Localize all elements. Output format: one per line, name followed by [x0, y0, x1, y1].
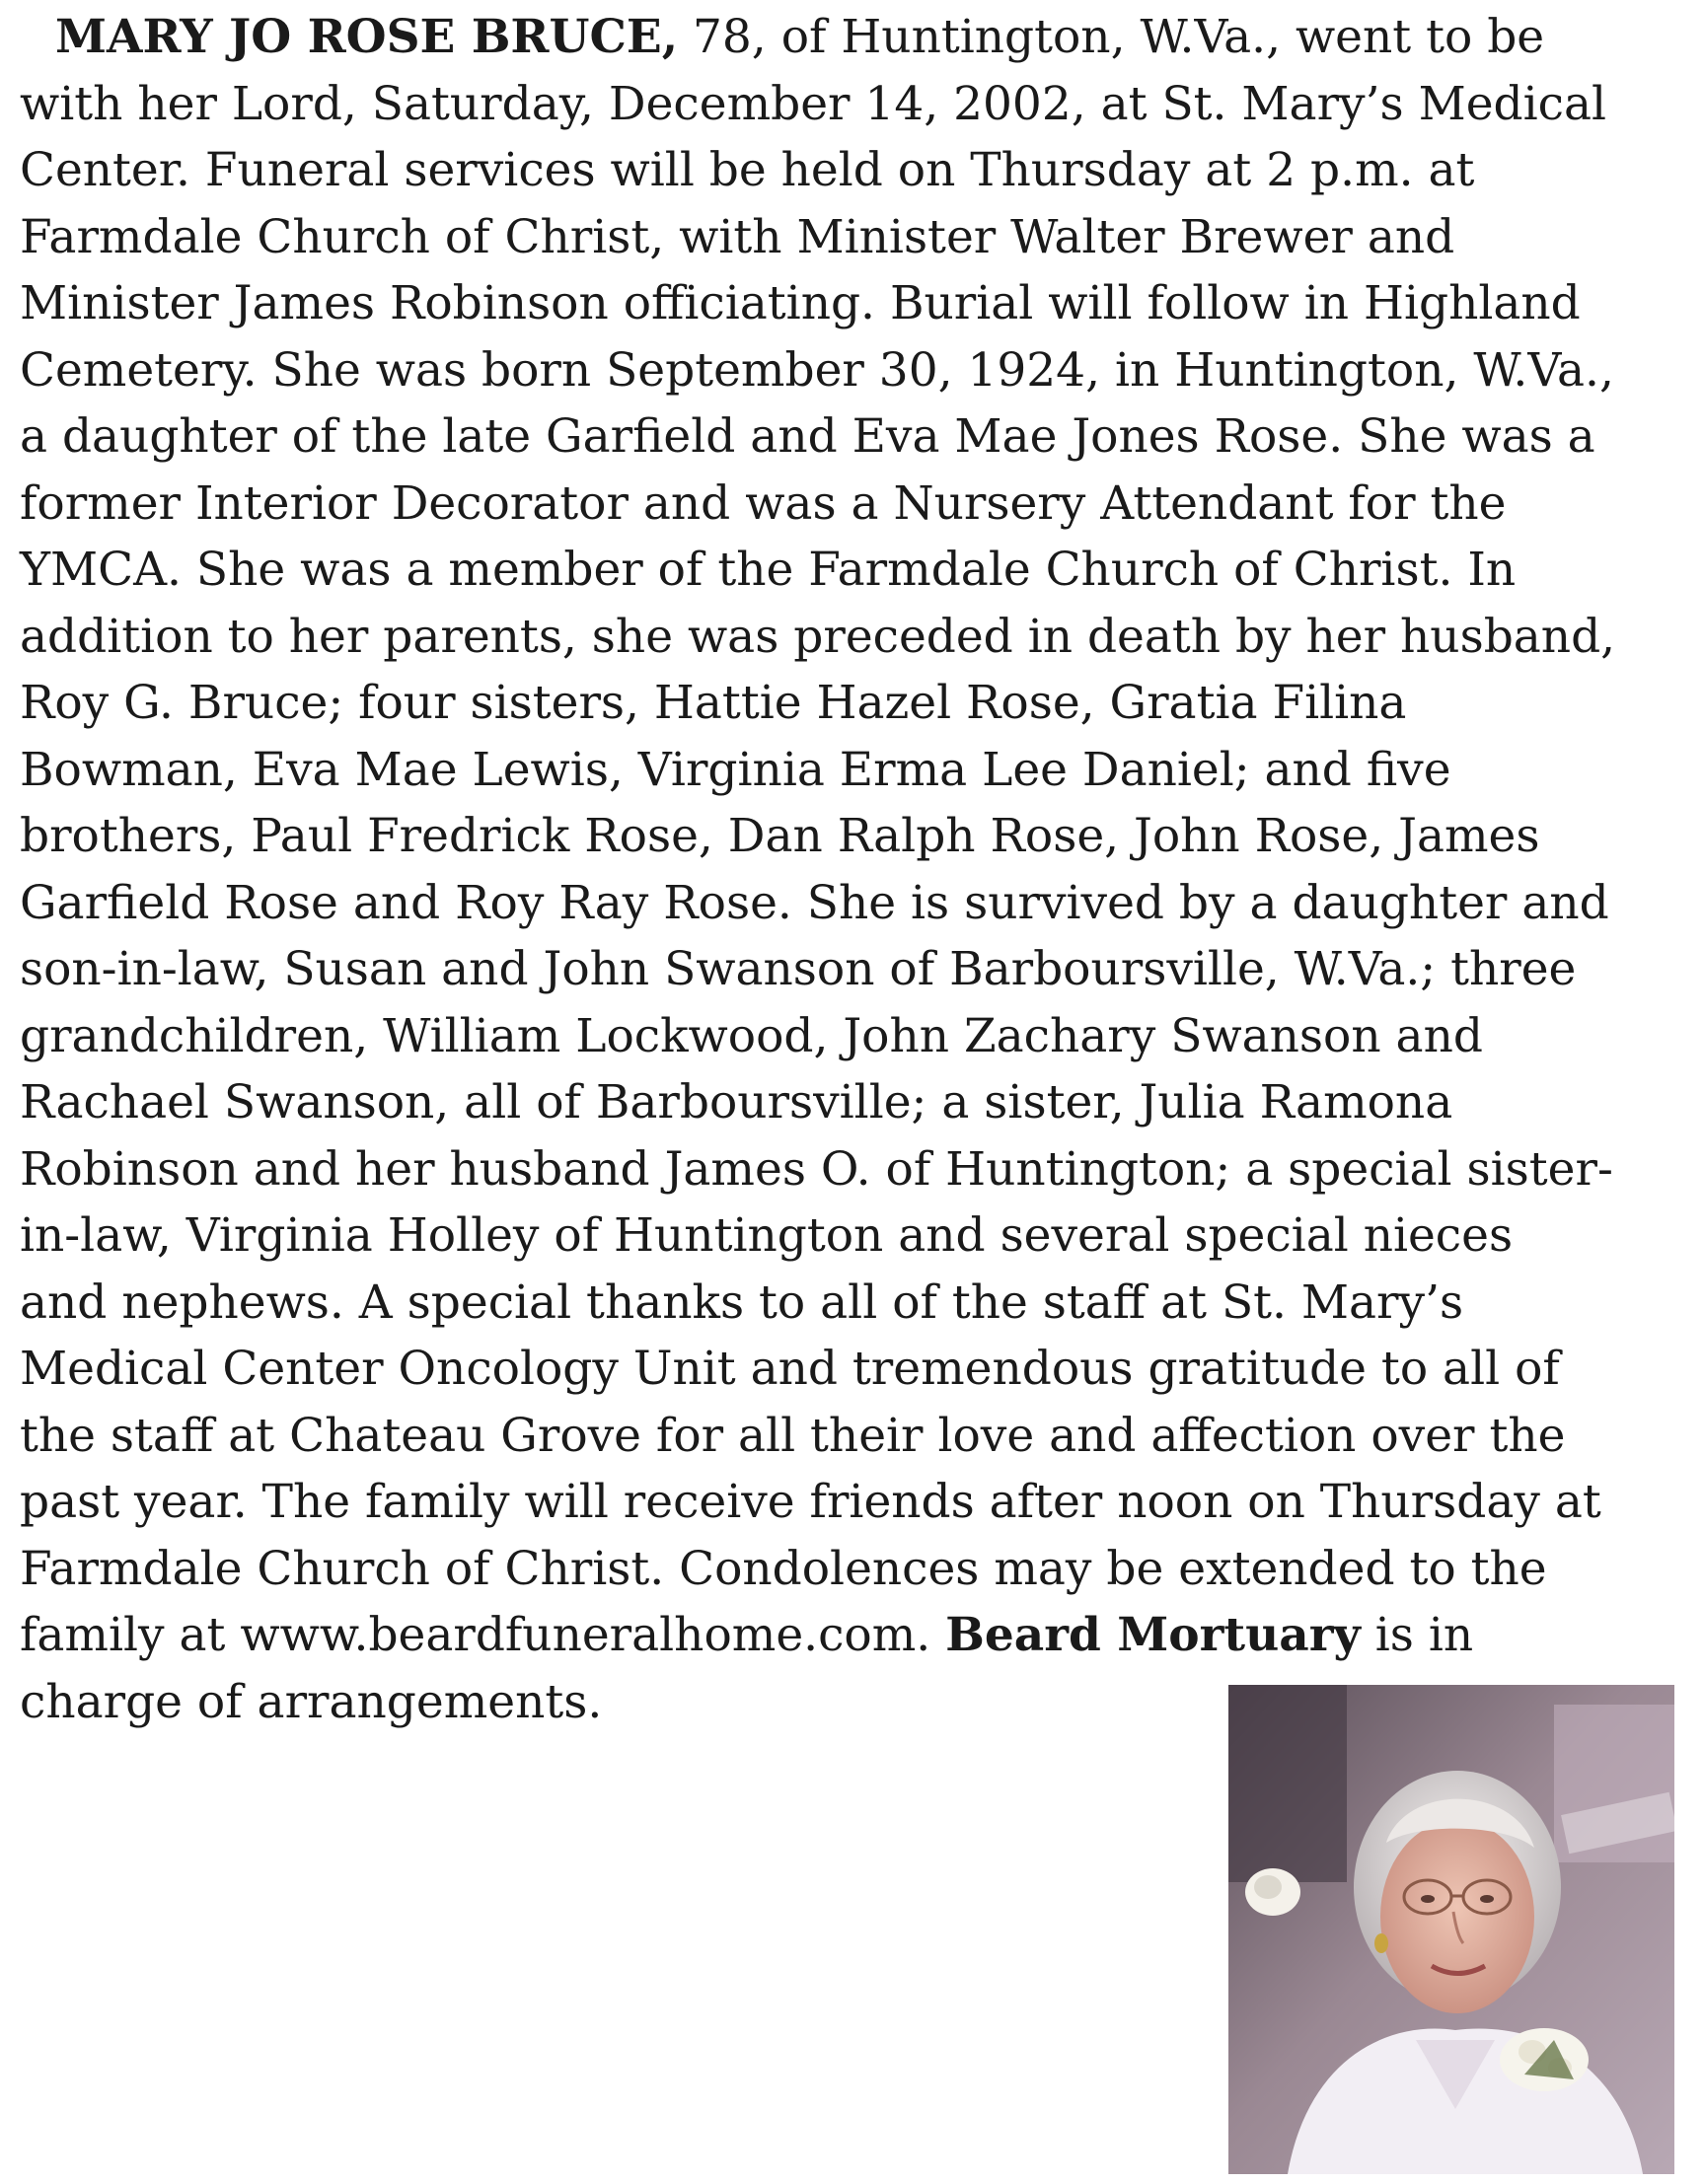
obituary-line: grandchildren, William Lockwood, John Zachary Swanson and: [20, 1008, 1483, 1063]
obituary-line-mortuary: [20, 1602, 1638, 1669]
obituary-line: Farmdale Church of Christ, with Minister Walter Brewer and: [20, 209, 1455, 264]
obituary-line: Bowman, Eva Mae Lewis, Virginia Erma Lee Daniel; and five: [20, 742, 1451, 797]
website-text: family at www.beardfuneralhome.com.: [20, 1608, 946, 1662]
obituary-line: Farmdale Church of Christ. Condolences may be extended to the: [20, 1541, 1547, 1596]
obituary-line: past year. The family will receive friends after noon on Thursday at: [20, 1475, 1601, 1529]
obituary-line: former Interior Decorator and was a Nursery Attendant for the: [20, 475, 1507, 531]
obituary-text: [20, 4, 1638, 1735]
obituary-line: Center. Funeral services will be held on Thursday at 2 p.m. at: [20, 143, 1475, 197]
obituary-line: Rachael Swanson, all of Barboursville; a sister, Julia Ramona: [20, 1075, 1453, 1129]
mortuary-name: Beard Mortuary: [945, 1608, 1361, 1662]
decedent-name: MARY JO ROSE BRUCE,: [55, 10, 679, 64]
obituary-line: brothers, Paul Fredrick Rose, Dan Ralph Rose, John Rose, James: [20, 809, 1540, 863]
obituary-line-1-text: 78, of Huntington, W.Va., went to be: [678, 10, 1545, 64]
obituary-final-line: charge of arrangements.: [20, 1674, 603, 1729]
obituary-line: Cemetery. She was born September 30, 1924, in Huntington, W.Va.,: [20, 342, 1614, 398]
obituary-line: son-in-law, Susan and John Swanson of Barboursville, W.Va.; three: [20, 942, 1577, 996]
obituary-line: Roy G. Bruce; four sisters, Hattie Hazel Rose, Gratia Filina: [20, 676, 1407, 730]
obituary-line: with her Lord, Saturday, December 14, 2002, at St. Mary’s Medical: [20, 76, 1607, 131]
portrait-photo-icon: [1228, 1685, 1674, 2174]
obituary-line: addition to her parents, she was preceded in death by her husband,: [20, 609, 1616, 664]
obituary-line: and nephews. A special thanks to all of the staff at St. Mary’s: [20, 1274, 1464, 1330]
obituary-line: YMCA. She was a member of the Farmdale Church of Christ. In: [20, 543, 1517, 597]
obituary-line: the staff at Chateau Grove for all their love and affection over the: [20, 1408, 1566, 1463]
obituary-line: a daughter of the late Garfield and Eva Mae Jones Rose. She was a: [20, 409, 1595, 464]
portrait-photo: [1228, 1685, 1674, 2174]
obituary-line: Robinson and her husband James O. of Huntington; a special sister-: [20, 1141, 1613, 1197]
obituary-line: Medical Center Oncology Unit and tremendous gratitude to all of: [20, 1342, 1560, 1396]
obituary-line-1: [20, 4, 1638, 71]
obituary-line: Minister James Robinson officiating. Burial will follow in Highland: [20, 276, 1581, 330]
obituary-line: Garfield Rose and Roy Ray Rose. She is survived by a daughter and: [20, 875, 1609, 930]
mortuary-line-end: is in: [1360, 1608, 1474, 1662]
obituary-line: in-law, Virginia Holley of Huntington and several special nieces: [20, 1208, 1514, 1263]
